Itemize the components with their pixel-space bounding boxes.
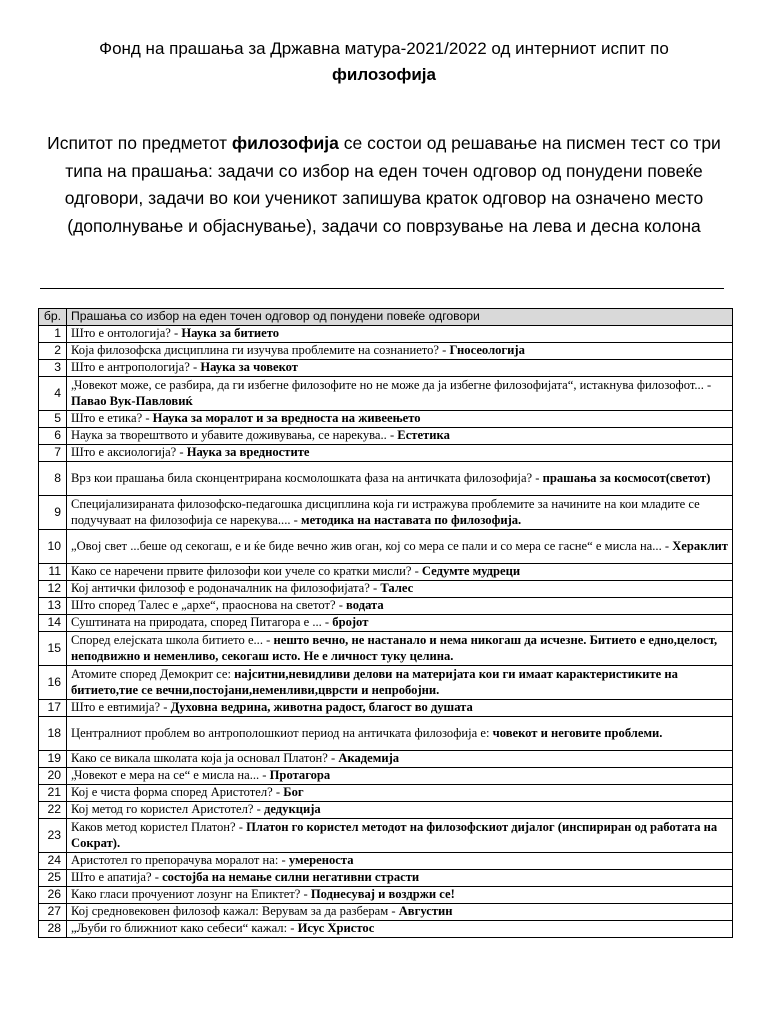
question-text: Како се викала школата која ја основал Платон? - bbox=[71, 751, 339, 766]
table-row bbox=[39, 360, 733, 377]
question-text: Што според Талес е „архе“, праоснова на светот? - bbox=[71, 598, 347, 613]
question-text: Атомите според Демокрит се: bbox=[71, 667, 235, 681]
row-number: 6 bbox=[39, 428, 67, 445]
question-text: Централниот проблем во антрополошкиот период на античката филозофија е: bbox=[71, 725, 493, 740]
row-number: 3 bbox=[39, 360, 67, 377]
table-row bbox=[39, 445, 733, 462]
question-cell bbox=[67, 802, 733, 819]
answer-text: Исус Христос bbox=[297, 921, 375, 936]
table-row bbox=[39, 785, 733, 802]
question-text: „Љуби го ближниот како себеси“ кажал: - bbox=[71, 921, 298, 936]
question-cell bbox=[67, 343, 733, 360]
question-cell bbox=[67, 564, 733, 581]
question-cell bbox=[67, 496, 733, 530]
answer-text: Августин bbox=[398, 904, 453, 919]
question-text: Што е аксиологија? - bbox=[71, 445, 187, 460]
answer-text: Наука за човекот bbox=[200, 360, 298, 375]
question-cell bbox=[67, 666, 733, 700]
table-row bbox=[39, 326, 733, 343]
question-text: Аристотел го препорачува моралот на: - bbox=[71, 853, 289, 868]
table-row bbox=[39, 615, 733, 632]
table-row bbox=[39, 768, 733, 785]
row-number: 20 bbox=[39, 768, 67, 785]
table-row bbox=[39, 819, 733, 853]
table-body bbox=[39, 326, 733, 938]
column-header-question: Прашања со избор на еден точен одговор од понудени повеќе одговори bbox=[67, 309, 733, 326]
table-row bbox=[39, 870, 733, 887]
document-title bbox=[40, 36, 728, 88]
question-text: „Човекот може, се разбира, да ги избегне филозофите но не може да ја избегне филозофијата“, истакнува филозофот... - bbox=[71, 378, 712, 392]
row-number: 24 bbox=[39, 853, 67, 870]
question-cell bbox=[67, 921, 733, 938]
question-cell bbox=[67, 717, 733, 751]
row-number: 14 bbox=[39, 615, 67, 632]
question-text: Врз кои прашања била сконцентрирана космолошката фаза на античката филозофија? - bbox=[71, 470, 543, 485]
question-cell bbox=[67, 598, 733, 615]
answer-text: човекот и неговите проблеми. bbox=[492, 725, 663, 740]
row-number: 28 bbox=[39, 921, 67, 938]
answer-text: Гносеологија bbox=[449, 343, 525, 358]
table-row bbox=[39, 751, 733, 768]
answer-text: Седумте мудреци bbox=[421, 564, 521, 579]
row-number: 26 bbox=[39, 887, 67, 904]
row-number: 15 bbox=[39, 632, 67, 666]
question-cell bbox=[67, 751, 733, 768]
row-number: 25 bbox=[39, 870, 67, 887]
answer-text: дедукција bbox=[263, 802, 321, 817]
table-row bbox=[39, 377, 733, 411]
row-number: 27 bbox=[39, 904, 67, 921]
row-number: 12 bbox=[39, 581, 67, 598]
table-row bbox=[39, 343, 733, 360]
column-header-number: бр. bbox=[39, 309, 67, 326]
question-cell bbox=[67, 768, 733, 785]
questions-table bbox=[38, 308, 733, 938]
table-row bbox=[39, 887, 733, 904]
question-cell bbox=[67, 853, 733, 870]
table-row bbox=[39, 530, 733, 564]
question-text: Според елејската школа битието е... - bbox=[71, 633, 274, 647]
table-row bbox=[39, 462, 733, 496]
row-number: 17 bbox=[39, 700, 67, 717]
question-text: Специјализираната филозофско-педагошка дисциплина која ги истражува проблемите за начините на кои младите се подучуваат на филозофија се нарекува.... - bbox=[71, 497, 700, 527]
question-cell bbox=[67, 326, 733, 343]
answer-text: најситни,невидливи делови на материјата кои ги имаат карактеристиките на битието,тие се вечни,постојани,неменливи,цврсти и непробојни. bbox=[71, 667, 678, 697]
question-text: Како гласи прочуениот лозунг на Епиктет? - bbox=[71, 887, 311, 902]
question-text: Кој метод го користел Аристотел? - bbox=[71, 802, 264, 817]
row-number: 1 bbox=[39, 326, 67, 343]
answer-text: Бог bbox=[283, 785, 304, 800]
row-number: 7 bbox=[39, 445, 67, 462]
row-number: 8 bbox=[39, 462, 67, 496]
answer-text: нешто вечно, не настанало и нема никогаш да исчезне. Битието е едно,целост, неподвижно и неменливо, секогаш исто. Не е личност туку целина. bbox=[71, 633, 718, 663]
question-cell bbox=[67, 462, 733, 496]
question-text: Наука за творештвото и убавите доживувања, се нарекува.. - bbox=[71, 428, 398, 443]
table-row bbox=[39, 700, 733, 717]
question-text: Што е онтологија? - bbox=[71, 326, 182, 341]
row-number: 10 bbox=[39, 530, 67, 564]
row-number: 23 bbox=[39, 819, 67, 853]
table-row bbox=[39, 581, 733, 598]
answer-text: Наука за моралот и за вредноста на живеењето bbox=[152, 411, 421, 426]
question-cell bbox=[67, 445, 733, 462]
question-cell bbox=[67, 377, 733, 411]
row-number: 13 bbox=[39, 598, 67, 615]
answer-text: Платон го користел методот на филозофскиот дијалог (инспириран од работата на Сократ). bbox=[71, 820, 718, 850]
question-text: Што е апатија? - bbox=[71, 870, 163, 885]
question-text: Кој антички филозоф е родоначалник на филозофијата? - bbox=[71, 581, 381, 596]
table-row bbox=[39, 496, 733, 530]
answer-text: Академија bbox=[338, 751, 400, 766]
table-row bbox=[39, 921, 733, 938]
question-cell bbox=[67, 904, 733, 921]
table-row bbox=[39, 717, 733, 751]
row-number: 18 bbox=[39, 717, 67, 751]
intro-before: Испитот по предметот bbox=[47, 133, 232, 153]
question-cell bbox=[67, 581, 733, 598]
answer-text: Естетика bbox=[397, 428, 450, 443]
question-text: Која филозофска дисциплина ги изучува проблемите на сознанието? - bbox=[71, 343, 450, 358]
intro-after: се состои од решавање на писмен тест со три типа на прашања: задачи со избор на еден точен одговор од понудени повеќе одговори, задачи во кои ученикот запишува краток одговор на означено место (дополнување и објаснување), задачи со поврзување на лева и десна колона bbox=[64, 133, 721, 236]
row-number: 5 bbox=[39, 411, 67, 428]
table-row bbox=[39, 411, 733, 428]
answer-text: методика на наставата по филозофија. bbox=[300, 512, 522, 527]
answer-text: Протагора bbox=[269, 768, 331, 783]
question-text: Што е евтимија? - bbox=[71, 700, 171, 715]
title-line: Фонд на прашања за Државна матура-2021/2022 од интерниот испит по bbox=[99, 39, 669, 58]
table-row bbox=[39, 564, 733, 581]
horizontal-divider bbox=[40, 288, 724, 289]
table-row bbox=[39, 904, 733, 921]
question-cell bbox=[67, 360, 733, 377]
question-cell bbox=[67, 530, 733, 564]
answer-text: состојба на немање силни негативни страсти bbox=[162, 870, 420, 885]
answer-text: Духовна ведрина, животна радост, благост во душата bbox=[170, 700, 473, 715]
answer-text: прашања за космосот(светот) bbox=[542, 470, 711, 485]
table-row bbox=[39, 428, 733, 445]
answer-text: Павао Вук-Павловиќ bbox=[71, 393, 193, 408]
question-text: Што е антропологија? - bbox=[71, 360, 201, 375]
row-number: 9 bbox=[39, 496, 67, 530]
table-row bbox=[39, 632, 733, 666]
row-number: 16 bbox=[39, 666, 67, 700]
question-cell bbox=[67, 785, 733, 802]
row-number: 11 bbox=[39, 564, 67, 581]
question-cell bbox=[67, 700, 733, 717]
question-cell bbox=[67, 870, 733, 887]
row-number: 19 bbox=[39, 751, 67, 768]
answer-text: умереноста bbox=[288, 853, 354, 868]
question-text: Што е етика? - bbox=[71, 411, 153, 426]
question-cell bbox=[67, 615, 733, 632]
answer-text: Хераклит bbox=[672, 538, 728, 553]
question-cell bbox=[67, 819, 733, 853]
table-row bbox=[39, 853, 733, 870]
question-cell bbox=[67, 428, 733, 445]
question-text: „Човекот е мера на се“ е мисла на... - bbox=[71, 768, 270, 783]
answer-text: бројот bbox=[332, 615, 369, 630]
row-number: 4 bbox=[39, 377, 67, 411]
answer-text: водата bbox=[346, 598, 384, 613]
question-text: Како се наречени првите филозофи кои учеле со кратки мисли? - bbox=[71, 564, 422, 579]
answer-text: Поднесувај и воздржи се! bbox=[310, 887, 455, 902]
question-text: Каков метод користел Платон? - bbox=[71, 820, 247, 834]
question-text: Кој е чиста форма според Аристотел? - bbox=[71, 785, 284, 800]
question-cell bbox=[67, 411, 733, 428]
table-header-row bbox=[39, 309, 733, 326]
question-cell bbox=[67, 887, 733, 904]
question-text: Кој средновековен филозоф кажал: Верувам за да разберам - bbox=[71, 904, 399, 919]
answer-text: Талес bbox=[380, 581, 414, 596]
title-subject: филозофија bbox=[332, 65, 436, 84]
answer-text: Наука за битието bbox=[181, 326, 280, 341]
table-row bbox=[39, 598, 733, 615]
intro-subject: филозофија bbox=[231, 133, 339, 153]
row-number: 22 bbox=[39, 802, 67, 819]
question-cell bbox=[67, 632, 733, 666]
row-number: 2 bbox=[39, 343, 67, 360]
question-text: „Овој свет ...беше од секогаш, е и ќе биде вечно жив оган, кој со мера се пали и со мера се гасне“ е мисла на... - bbox=[71, 538, 673, 553]
table-row bbox=[39, 802, 733, 819]
intro-paragraph bbox=[30, 130, 738, 240]
row-number: 21 bbox=[39, 785, 67, 802]
table-row bbox=[39, 666, 733, 700]
question-text: Суштината на природата, според Питагора е ... - bbox=[71, 615, 333, 630]
answer-text: Наука за вредностите bbox=[186, 445, 310, 460]
